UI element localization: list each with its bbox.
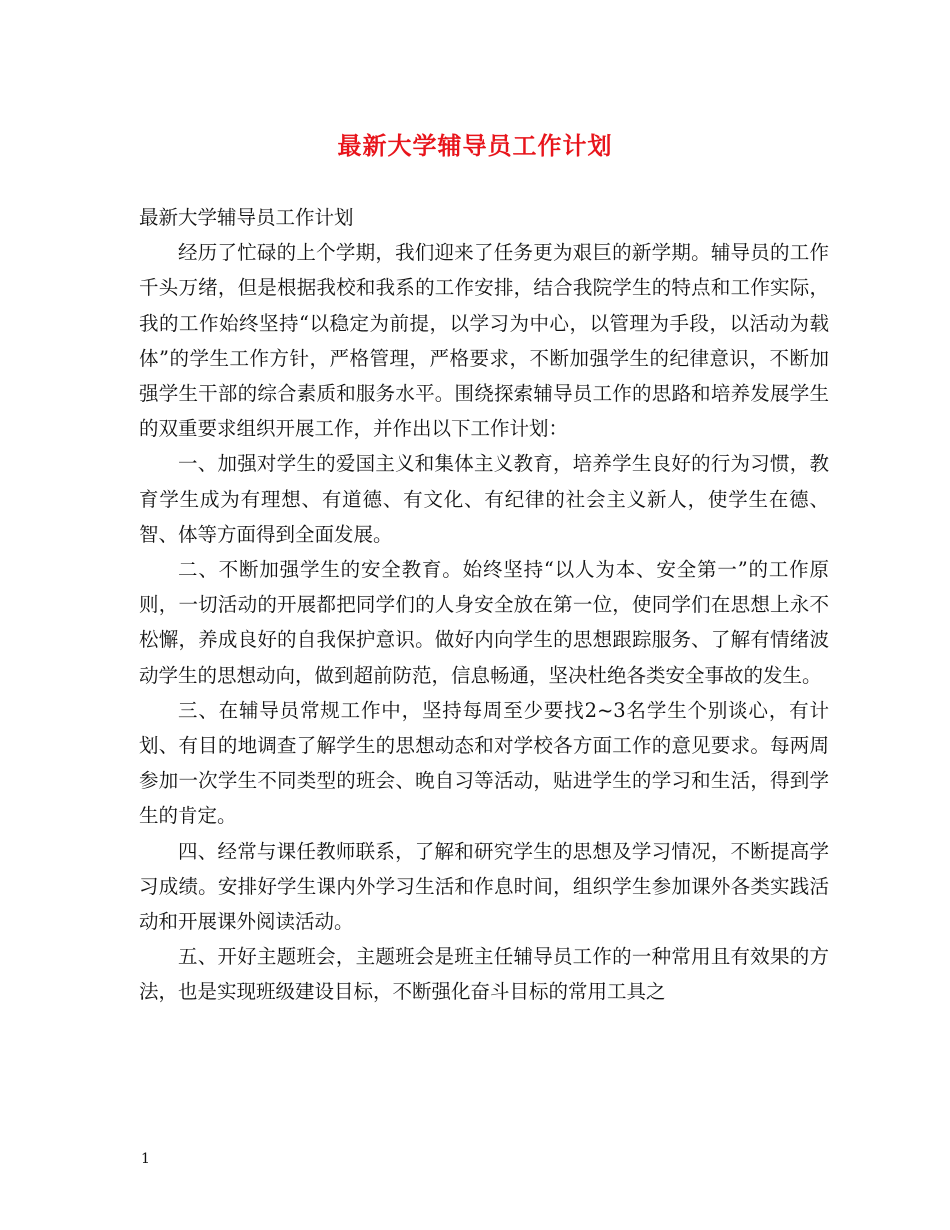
page-number: 1 bbox=[141, 1151, 150, 1167]
paragraph-5: 五、开好主题班会，主题班会是班主任辅导员工作的一种常用且有效果的方法，也是实现班级建设目标，不断强化奋斗目标的常用工具之 bbox=[139, 945, 829, 1004]
paragraph-intro: 经历了忙碌的上个学期，我们迎来了任务更为艰巨的新学期。辅导员的工作千头万绪，但是根据我校和我系的工作安排，结合我院学生的特点和工作实际，我的工作始终坚持“以稳定为前提，以学习为中心，以管理为手段，以活动为载体”的学生工作方针，严格管理，严格要求，不断加强学生的纪律意识，不断加强学生干部的综合素质和服务水平。围绕探索辅导员工作的思路和培养发展学生的双重要求组织开展工作，并作出以下工作计划： bbox=[139, 241, 829, 441]
paragraph-3: 三、在辅导员常规工作中，坚持每周至少要找2~3名学生个别谈心，有计划、有目的地调查了解学生的思想动态和对学校各方面工作的意见要求。每两周参加一次学生不同类型的班会、晚自习等活动，贴进学生的学习和生活，得到学生的肯定。 bbox=[139, 698, 829, 828]
document-body bbox=[139, 200, 829, 1010]
paragraph-2: 二、不断加强学生的安全教育。始终坚持“以人为本、安全第一”的工作原则，一切活动的开展都把同学们的人身安全放在第一位，使同学们在思想上永不松懈，养成良好的自我保护意识。做好内向学生的思想跟踪服务、了解有情绪波动学生的思想动向，做到超前防范，信息畅通，坚决杜绝各类安全事故的发生。 bbox=[139, 558, 829, 687]
document-subtitle: 最新大学辅导员工作计划 bbox=[139, 206, 354, 229]
paragraph-1: 一、加强对学生的爱国主义和集体主义教育，培养学生良好的行为习惯，教育学生成为有理想、有道德、有文化、有纪律的社会主义新人，使学生在德、智、体等方面得到全面发展。 bbox=[139, 452, 829, 546]
paragraph-4: 四、经常与课任教师联系，了解和研究学生的思想及学习情况，不断提高学习成绩。安排好学生课内外学习生活和作息时间，组织学生参加课外各类实践活动和开展课外阅读活动。 bbox=[139, 839, 829, 934]
document-title: 最新大学辅导员工作计划 bbox=[337, 131, 613, 160]
